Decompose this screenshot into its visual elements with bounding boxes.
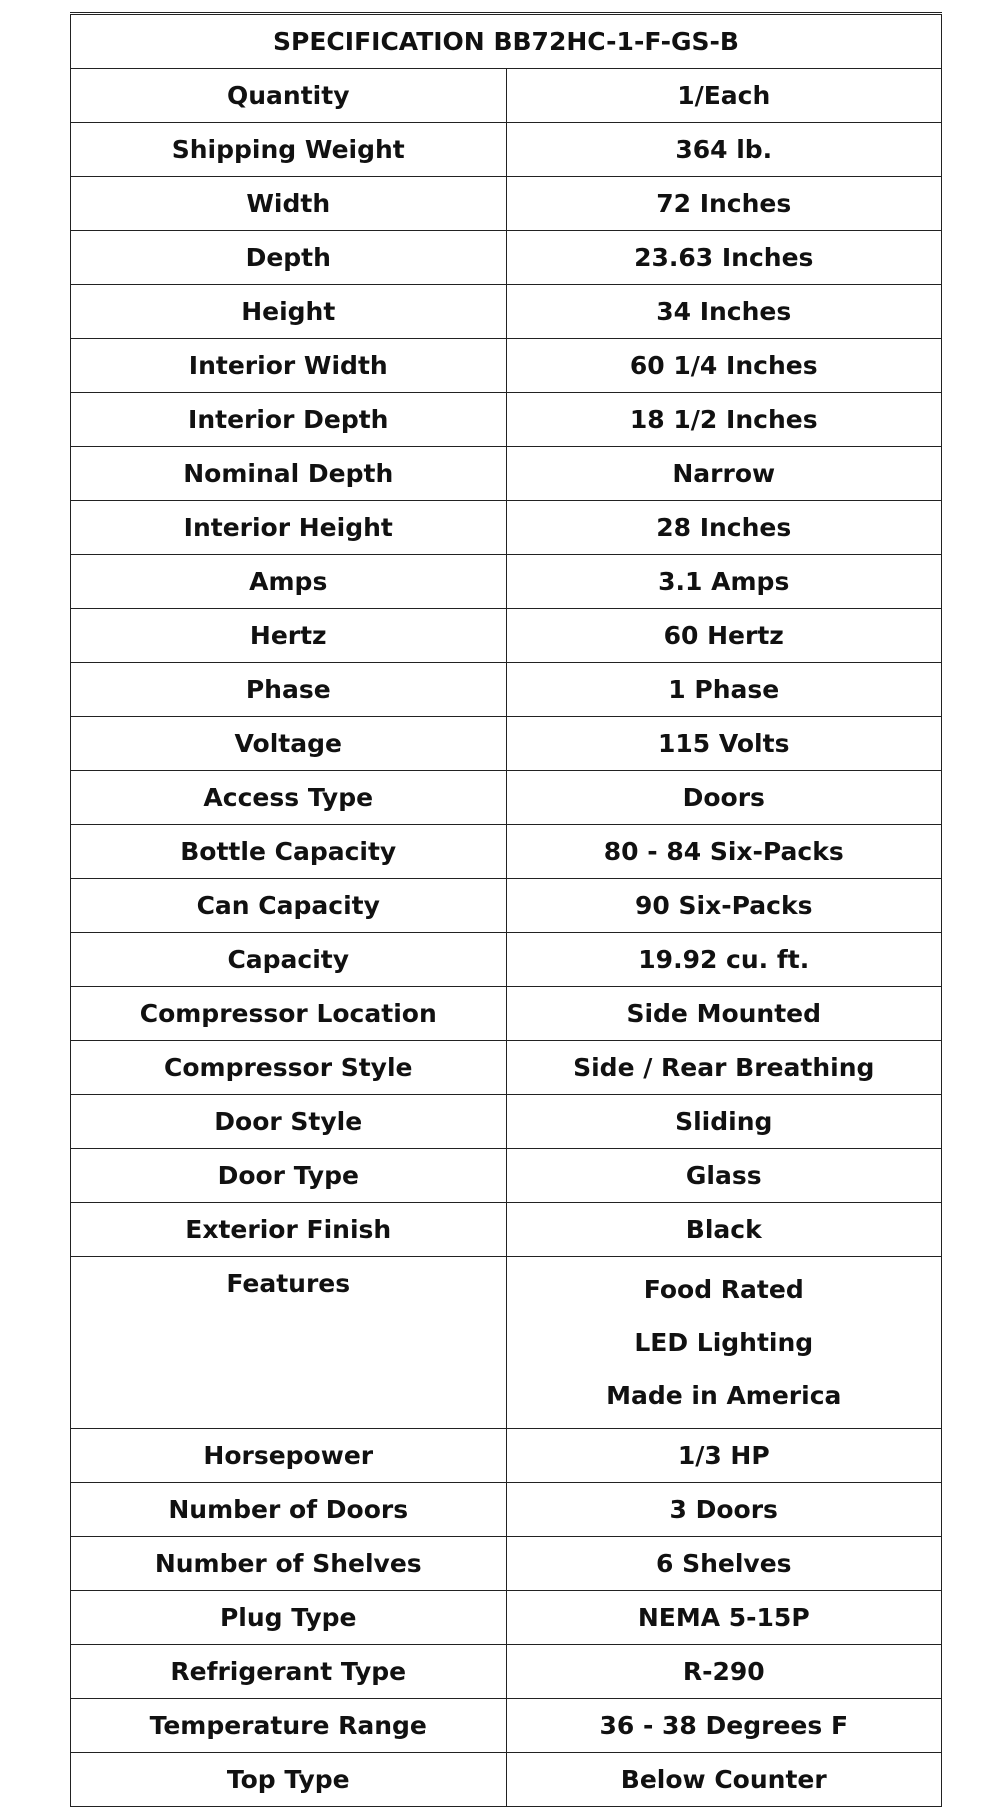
spec-label: Can Capacity bbox=[71, 879, 507, 933]
spec-label: Number of Shelves bbox=[71, 1537, 507, 1591]
table-row bbox=[71, 663, 942, 717]
spec-value: 36 - 38 Degrees F bbox=[506, 1699, 942, 1753]
table-title: SPECIFICATION BB72HC-1-F-GS-B bbox=[71, 14, 942, 69]
spec-value: Sliding bbox=[506, 1095, 942, 1149]
spec-value: 3.1 Amps bbox=[506, 555, 942, 609]
spec-label: Refrigerant Type bbox=[71, 1645, 507, 1699]
spec-value: NEMA 5-15P bbox=[506, 1591, 942, 1645]
spec-value: 72 Inches bbox=[506, 177, 942, 231]
table-row bbox=[71, 1483, 942, 1537]
table-row bbox=[71, 501, 942, 555]
spec-label: Height bbox=[71, 285, 507, 339]
spec-label: Amps bbox=[71, 555, 507, 609]
spec-label: Features bbox=[71, 1257, 507, 1429]
spec-value: Doors bbox=[506, 771, 942, 825]
specification-table bbox=[70, 12, 942, 1807]
spec-value: 28 Inches bbox=[506, 501, 942, 555]
table-row bbox=[71, 231, 942, 285]
spec-value: Glass bbox=[506, 1149, 942, 1203]
spec-value: 18 1/2 Inches bbox=[506, 393, 942, 447]
table-row bbox=[71, 1041, 942, 1095]
spec-label: Horsepower bbox=[71, 1429, 507, 1483]
table-row bbox=[71, 1753, 942, 1807]
spec-value bbox=[506, 1257, 942, 1429]
spec-label: Bottle Capacity bbox=[71, 825, 507, 879]
table-row bbox=[71, 771, 942, 825]
table-row bbox=[71, 825, 942, 879]
table-header-row bbox=[71, 14, 942, 69]
spec-value: Black bbox=[506, 1203, 942, 1257]
table-row bbox=[71, 879, 942, 933]
spec-label: Plug Type bbox=[71, 1591, 507, 1645]
table-row bbox=[71, 987, 942, 1041]
table-row bbox=[71, 1203, 942, 1257]
table-row bbox=[71, 717, 942, 771]
spec-label: Top Type bbox=[71, 1753, 507, 1807]
spec-value: 1 Phase bbox=[506, 663, 942, 717]
spec-value-line: Made in America bbox=[606, 1381, 842, 1410]
spec-label: Width bbox=[71, 177, 507, 231]
spec-label: Voltage bbox=[71, 717, 507, 771]
spec-value: 60 Hertz bbox=[506, 609, 942, 663]
spec-label: Interior Width bbox=[71, 339, 507, 393]
spec-value: 1/3 HP bbox=[506, 1429, 942, 1483]
spec-value: Side / Rear Breathing bbox=[506, 1041, 942, 1095]
table-row bbox=[71, 393, 942, 447]
table-row bbox=[71, 69, 942, 123]
spec-label: Door Style bbox=[71, 1095, 507, 1149]
spec-label: Access Type bbox=[71, 771, 507, 825]
spec-value: R-290 bbox=[506, 1645, 942, 1699]
spec-label: Hertz bbox=[71, 609, 507, 663]
table-row bbox=[71, 1257, 942, 1429]
spec-value: 19.92 cu. ft. bbox=[506, 933, 942, 987]
table-row bbox=[71, 933, 942, 987]
table-row bbox=[71, 1149, 942, 1203]
spec-value: 115 Volts bbox=[506, 717, 942, 771]
spec-value: 60 1/4 Inches bbox=[506, 339, 942, 393]
table-row bbox=[71, 1699, 942, 1753]
spec-label: Capacity bbox=[71, 933, 507, 987]
table-row bbox=[71, 285, 942, 339]
spec-label: Door Type bbox=[71, 1149, 507, 1203]
table-row bbox=[71, 1429, 942, 1483]
spec-value: 80 - 84 Six-Packs bbox=[506, 825, 942, 879]
spec-label: Exterior Finish bbox=[71, 1203, 507, 1257]
spec-value: 34 Inches bbox=[506, 285, 942, 339]
spec-label: Compressor Style bbox=[71, 1041, 507, 1095]
table-row bbox=[71, 177, 942, 231]
table-body bbox=[71, 69, 942, 1807]
spec-value-line: Food Rated bbox=[643, 1275, 804, 1304]
spec-label: Interior Height bbox=[71, 501, 507, 555]
spec-label: Compressor Location bbox=[71, 987, 507, 1041]
spec-label: Interior Depth bbox=[71, 393, 507, 447]
spec-label: Depth bbox=[71, 231, 507, 285]
table-row bbox=[71, 447, 942, 501]
spec-label: Shipping Weight bbox=[71, 123, 507, 177]
spec-value-line: LED Lighting bbox=[634, 1328, 814, 1357]
spec-value: Narrow bbox=[506, 447, 942, 501]
table-row bbox=[71, 123, 942, 177]
spec-value: 23.63 Inches bbox=[506, 231, 942, 285]
table-row bbox=[71, 1095, 942, 1149]
table-row bbox=[71, 339, 942, 393]
spec-label: Nominal Depth bbox=[71, 447, 507, 501]
spec-value: 90 Six-Packs bbox=[506, 879, 942, 933]
spec-label: Phase bbox=[71, 663, 507, 717]
spec-value: Below Counter bbox=[506, 1753, 942, 1807]
spec-label: Number of Doors bbox=[71, 1483, 507, 1537]
spec-label: Temperature Range bbox=[71, 1699, 507, 1753]
spec-value: 3 Doors bbox=[506, 1483, 942, 1537]
table-row bbox=[71, 1645, 942, 1699]
spec-value: Side Mounted bbox=[506, 987, 942, 1041]
spec-label: Quantity bbox=[71, 69, 507, 123]
table-row bbox=[71, 1537, 942, 1591]
spec-value: 6 Shelves bbox=[506, 1537, 942, 1591]
spec-value: 1/Each bbox=[506, 69, 942, 123]
spec-value: 364 lb. bbox=[506, 123, 942, 177]
table-row bbox=[71, 1591, 942, 1645]
table-row bbox=[71, 555, 942, 609]
table-row bbox=[71, 609, 942, 663]
